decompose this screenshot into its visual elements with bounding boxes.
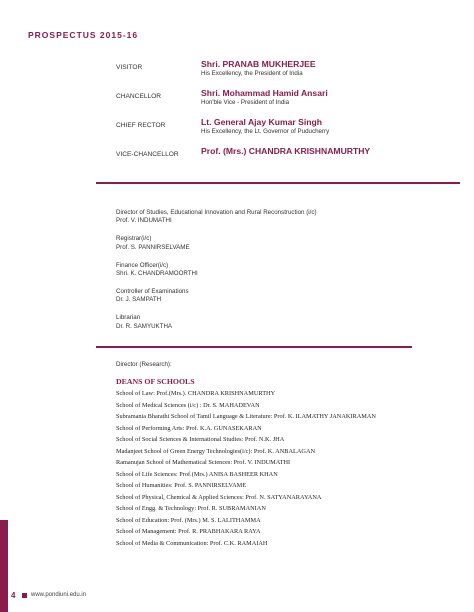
staff-item-director-studies — [116, 209, 446, 226]
deans-list — [116, 388, 461, 549]
official-chancellor — [116, 86, 446, 115]
official-title: His Excellency, the President of India — [201, 70, 303, 77]
staff-name: Shri. K. CHANDRAMOORTHI — [116, 270, 198, 278]
section-divider — [96, 182, 460, 184]
official-title: His Excellency, the Lt. Governor of Puducherry — [201, 128, 330, 135]
dean-item: School of Social Sciences & International Studies: Prof. N.K. JHA — [116, 436, 285, 443]
official-title: Hon'ble Vice - President of India — [201, 99, 290, 106]
staff-position: Director of Studies, Educational Innovation and Rural Reconstruction (i/c) — [116, 209, 317, 216]
official-chief-rector — [116, 115, 446, 144]
dean-item: Ramanujan School of Mathematical Sciences: Prof. V. INDUMATHI — [116, 459, 291, 466]
official-role: CHANCELLOR — [116, 93, 162, 100]
staff-item-librarian — [116, 314, 446, 331]
page-number: 4 — [11, 591, 16, 600]
staff-item-finance-officer — [116, 262, 446, 279]
staff-position: Controller of Examinations — [116, 287, 189, 295]
staff-position: Librarian — [116, 314, 141, 322]
official-name: Lt. General Ajay Kumar Singh — [201, 117, 322, 127]
official-role: VICE-CHANCELLOR — [116, 151, 179, 158]
dean-item: School of Humanities: Prof. S. PANNIRSELVAME — [116, 482, 247, 489]
dean-item: School of Performing Arts: Prof. K.A. GUNASEKARAN — [116, 424, 262, 432]
official-name: Shri. PRANAB MUKHERJEE — [201, 59, 316, 69]
dean-item: School of Medical Sciences (i/c) : Dr. S. MAHADEVAN — [116, 401, 260, 409]
director-research-label: Director (Research): — [116, 361, 172, 368]
dean-item: School of Education: Prof. (Mrs.) M. S. LALITHAMMA — [116, 516, 261, 524]
staff-list — [116, 209, 446, 341]
staff-name: Dr. R. SAMYUKTHA — [116, 322, 173, 330]
dean-item: Madanjeet School of Green Energy Technologies(i/c): Prof. K. ANBALAGAN — [116, 447, 316, 455]
staff-item-registrar — [116, 235, 446, 252]
official-vice-chancellor — [116, 144, 446, 173]
official-role: CHIEF RECTOR — [116, 122, 166, 129]
dean-item: School of Law: Prof.(Mrs.). CHANDRA KRISHNAMURTHY — [116, 390, 276, 397]
footer-bullet — [22, 593, 27, 598]
dean-item: Subramania Bharathi School of Tamil Language & Literature: Prof. K. ILAMATHY JANAKIRAMAN — [116, 413, 376, 420]
official-visitor — [116, 57, 446, 86]
staff-name: Prof. V. INDUMATHI — [116, 217, 172, 225]
official-role: VISITOR — [116, 64, 143, 71]
official-name: Shri. Mohammad Hamid Ansari — [201, 88, 328, 98]
staff-name: Prof. S. PANNIRSELVAME — [116, 243, 190, 251]
staff-position: Finance Officer(i/c) — [116, 261, 169, 269]
officials-list — [116, 57, 446, 173]
footer-url: www.pondiuni.edu.in — [31, 592, 87, 598]
side-accent-bar — [0, 520, 8, 612]
official-name: Prof. (Mrs.) CHANDRA KRISHNAMURTHY — [201, 146, 371, 156]
dean-item: School of Life Sciences: Prof.(Mrs.) ANISA BASHEER KHAN — [116, 470, 278, 478]
dean-item: School of Physical, Chemical & Applied Sciences: Prof. N. SATYANARAYANA — [116, 493, 322, 501]
section-divider — [96, 346, 412, 348]
staff-name: Dr. J. SAMPATH — [116, 296, 162, 304]
dean-item: School of Media & Communication: Prof. C.K. RAMAIAH — [116, 539, 268, 547]
staff-position: Registrar(i/c) — [116, 235, 152, 243]
dean-item: School of Management: Prof. R. PRABHAKARA RAYA — [116, 528, 261, 535]
document-header-title: PROSPECTUS 2015-16 — [28, 30, 139, 40]
deans-heading: DEANS OF SCHOOLS — [116, 377, 195, 386]
staff-item-controller — [116, 288, 446, 305]
dean-item: School of Engg. & Technology: Prof. R. SUBRAMANIAN — [116, 505, 266, 512]
